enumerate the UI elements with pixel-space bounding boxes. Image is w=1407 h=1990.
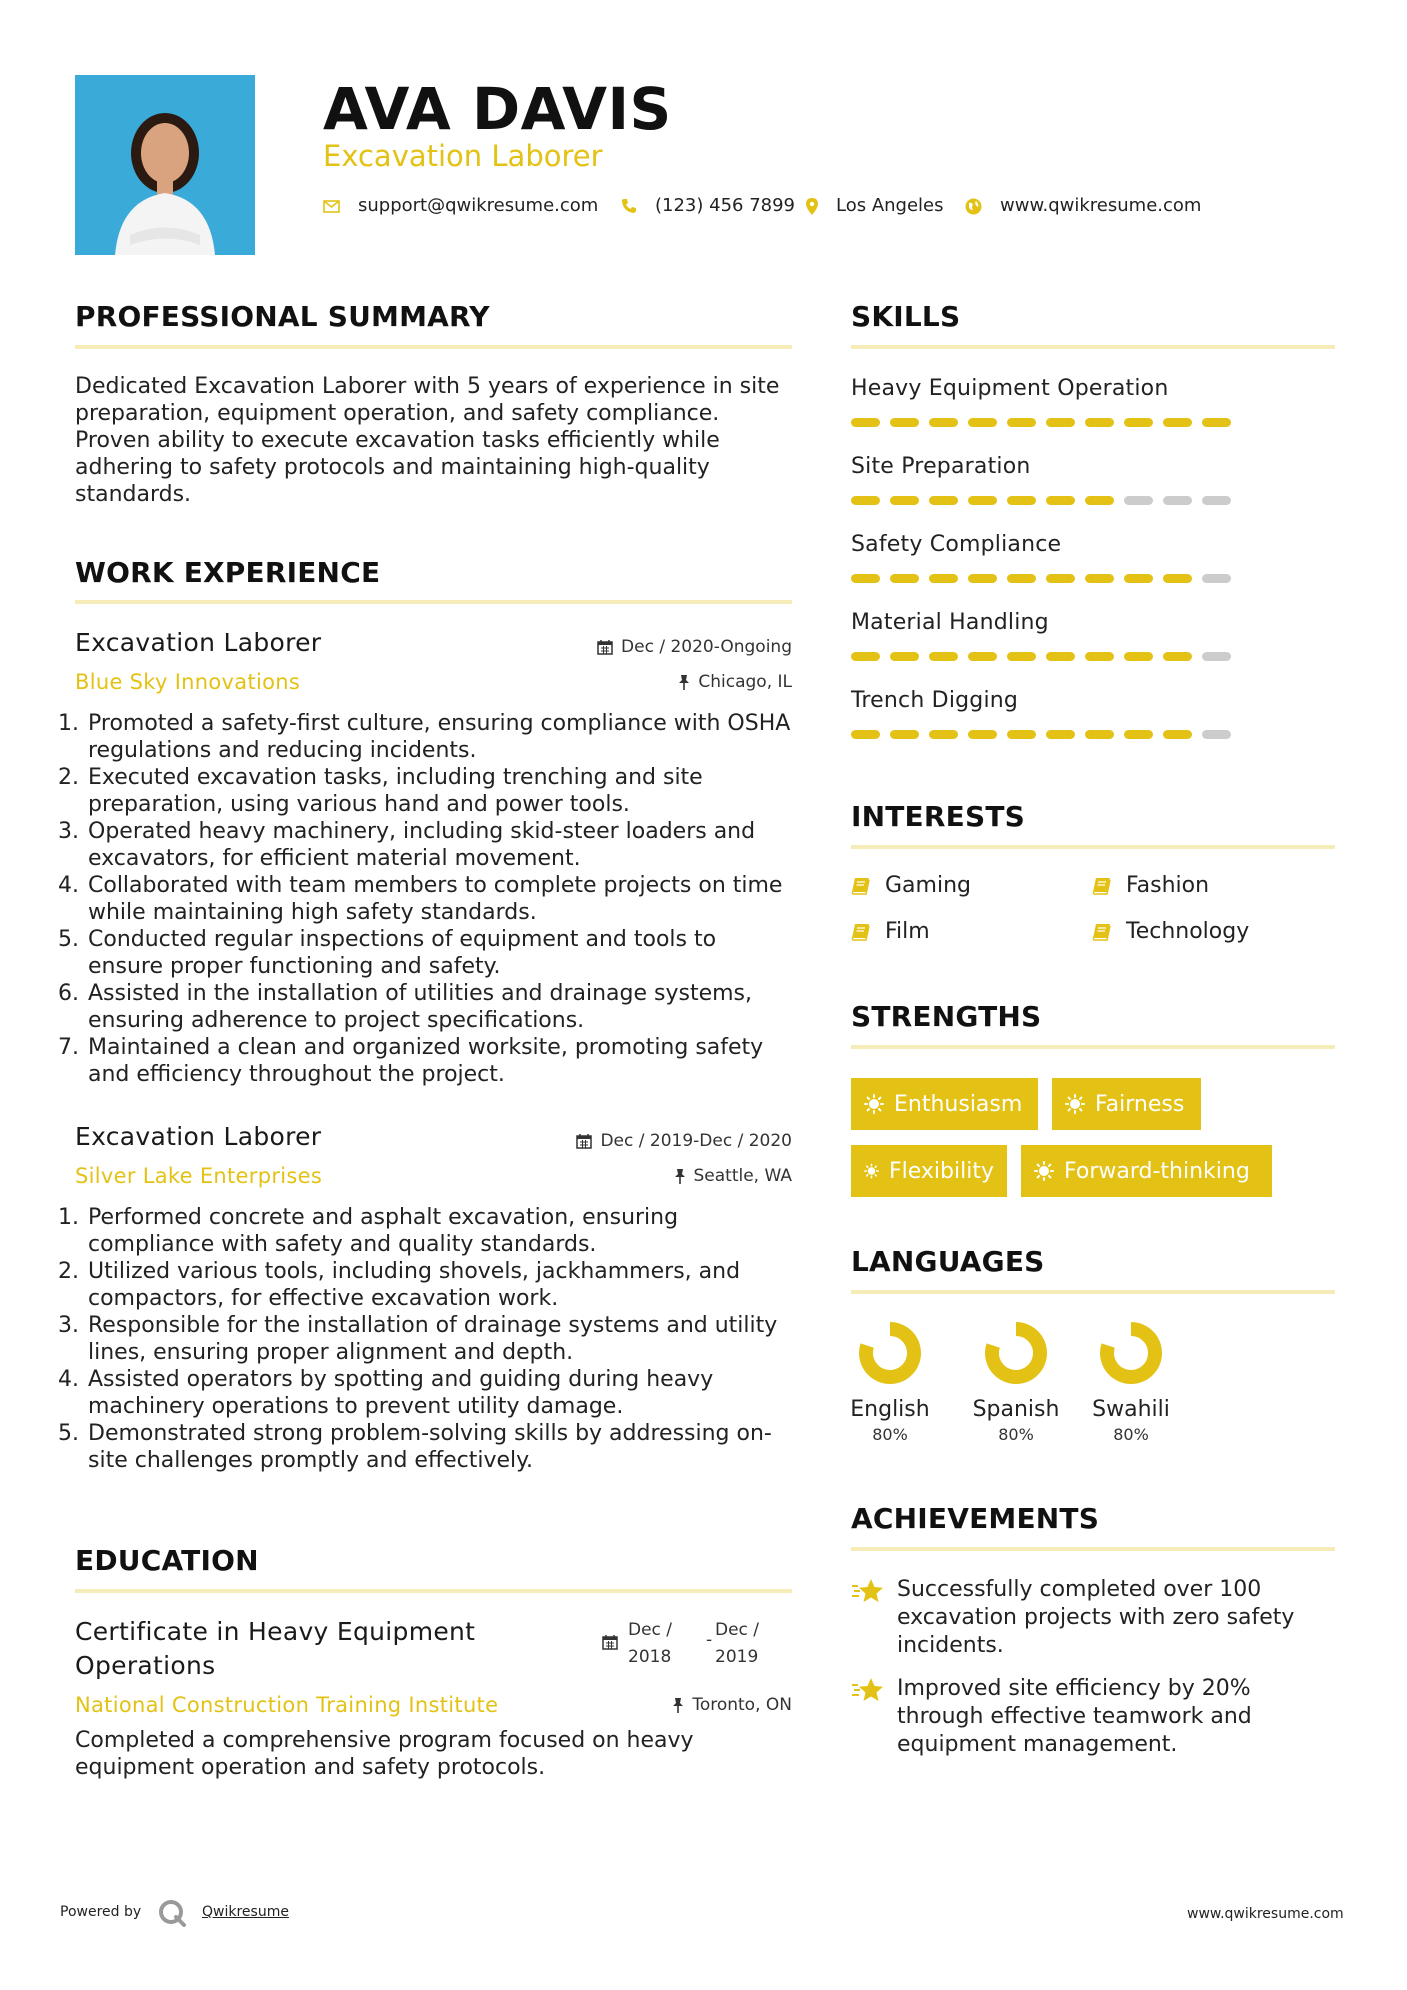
language-ring — [1096, 1318, 1166, 1388]
job-date-rest: 2019-Dec / 2020 — [649, 1131, 792, 1151]
location-text: Los Angeles — [836, 195, 944, 216]
profile-photo — [75, 75, 255, 255]
skill-dash-filled — [968, 652, 997, 661]
language-level: 80% — [872, 1425, 908, 1444]
book-icon — [851, 923, 871, 941]
qwikresume-logo-icon — [157, 1898, 187, 1928]
start-year: 2018 — [628, 1647, 672, 1667]
skill-dash-filled — [1124, 418, 1153, 427]
start-month: Dec / — [628, 1620, 673, 1640]
achievement-text: Improved site efficiency by 20% through effective teamwork and equipment management. — [897, 1676, 1252, 1757]
duty-item: 1. Promoted a safety-first culture, ensuring compliance with OSHA regulations and reducing incidents. — [86, 710, 794, 764]
qwikresume-link[interactable]: Qwikresume — [202, 1904, 289, 1920]
company-name: Blue Sky Innovations — [75, 670, 301, 694]
footer-website[interactable]: www.qwikresume.com — [1187, 1906, 1344, 1922]
star-icon — [851, 1578, 885, 1604]
job-title: Excavation Laborer — [75, 1122, 322, 1151]
achievement-item — [851, 1675, 1321, 1759]
book-icon — [851, 877, 871, 895]
job-date-rest: 2020-Ongoing — [670, 637, 792, 657]
skill-dash-filled — [1046, 652, 1075, 661]
end-year: 2019 — [715, 1647, 759, 1667]
duty-item: 3. Operated heavy machinery, including skid-steer loaders and excavators, for efficient material movement. — [86, 818, 794, 872]
interest-label: Technology — [1126, 919, 1250, 944]
skill-dash-filled — [1046, 730, 1075, 739]
education-start-date — [628, 1617, 672, 1671]
sun-icon — [1034, 1161, 1054, 1181]
skill-dash-filled — [1085, 730, 1114, 739]
contact-email[interactable] — [323, 193, 598, 219]
skill-label: Safety Compliance — [851, 532, 1062, 557]
calendar-icon — [597, 639, 613, 655]
skills-list — [851, 374, 1335, 764]
skill-dash-filled — [1124, 574, 1153, 583]
duty-item: 4. Assisted operators by spotting and guiding during heavy machinery operations to prevent utility damage. — [86, 1366, 794, 1420]
skill-level-meter — [851, 574, 1335, 583]
duty-item: 6. Assisted in the installation of utilities and drainage systems, ensuring adherence to project specifications. — [86, 980, 794, 1034]
skill-dash-filled — [1202, 418, 1231, 427]
strength-label: Flexibility — [889, 1158, 994, 1184]
phone-text: (123) 456 7899 — [655, 195, 796, 216]
skill-dash-empty — [1202, 730, 1231, 739]
date-separator: / — [653, 637, 671, 657]
duty-item: 5. Demonstrated strong problem-solving skills by addressing on-site challenges promptly and effectively. — [86, 1420, 794, 1474]
language-level: 80% — [998, 1425, 1034, 1444]
skill-dash-filled — [1046, 496, 1075, 505]
skill-dash-filled — [851, 730, 880, 739]
skill-level-meter — [851, 496, 1335, 505]
job-date-start: Dec — [600, 1131, 634, 1151]
education-divider — [75, 1589, 792, 1593]
skill-item — [851, 608, 1335, 686]
website-text: www.qwikresume.com — [1000, 195, 1202, 216]
education-location-text: Toronto, ON — [692, 1695, 792, 1715]
duty-item: 5. Conducted regular inspections of equipment and tools to ensure proper functioning and safety. — [86, 926, 794, 980]
skill-dash-filled — [1085, 496, 1114, 505]
skill-dash-filled — [1046, 418, 1075, 427]
skill-dash-filled — [929, 730, 958, 739]
strength-badge — [851, 1145, 1007, 1197]
skill-dash-filled — [968, 496, 997, 505]
skill-dash-filled — [1007, 730, 1036, 739]
interest-label: Gaming — [885, 873, 971, 898]
skill-label: Heavy Equipment Operation — [851, 376, 1169, 401]
skill-label: Material Handling — [851, 610, 1049, 635]
job-date-start: Dec — [621, 637, 654, 657]
achievements-heading: ACHIEVEMENTS — [851, 1502, 1100, 1535]
interests-divider — [851, 845, 1335, 849]
contact-phone[interactable] — [621, 193, 795, 219]
job-location-text: Seattle, WA — [693, 1166, 792, 1186]
skill-dash-filled — [851, 496, 880, 505]
strength-label: Forward-thinking — [1064, 1158, 1250, 1184]
skill-dash-filled — [1163, 574, 1192, 583]
skill-dash-filled — [851, 574, 880, 583]
globe-icon — [965, 198, 982, 215]
skill-dash-empty — [1163, 496, 1192, 505]
interest-label: Film — [885, 919, 930, 944]
sun-icon — [864, 1094, 884, 1114]
skill-dash-filled — [1163, 652, 1192, 661]
duty-item: 7. Maintained a clean and organized worksite, promoting safety and efficiency throughout the project. — [86, 1034, 794, 1088]
company-name: Silver Lake Enterprises — [75, 1164, 323, 1188]
language-ring-arc — [1107, 1329, 1155, 1377]
experience-divider — [75, 600, 792, 604]
language-name: Swahili — [1092, 1397, 1170, 1422]
strength-badge — [1021, 1145, 1272, 1197]
duty-item: 2. Utilized various tools, including shovels, jackhammers, and compactors, for effective excavation work. — [86, 1258, 794, 1312]
language-item — [845, 1318, 935, 1446]
achievements-divider — [851, 1547, 1335, 1551]
interest-label: Fashion — [1126, 873, 1210, 898]
language-ring-arc — [866, 1329, 914, 1377]
date-range-dash: - — [706, 1630, 713, 1650]
powered-by-label: Powered by — [60, 1904, 142, 1920]
book-icon — [1092, 923, 1112, 941]
skill-dash-filled — [890, 574, 919, 583]
degree-title: Certificate in Heavy Equipment Operations — [75, 1617, 476, 1680]
skill-dash-filled — [1046, 574, 1075, 583]
strength-label: Enthusiasm — [894, 1091, 1023, 1117]
book-icon — [1092, 877, 1112, 895]
skill-dash-filled — [1124, 730, 1153, 739]
education-end-date — [715, 1617, 759, 1671]
sun-icon — [864, 1161, 879, 1181]
strengths-heading: STRENGTHS — [851, 1000, 1042, 1033]
skill-item — [851, 452, 1335, 530]
job-duties — [67, 1204, 794, 1474]
duty-item: 2. Executed excavation tasks, including trenching and site preparation, using various hand and power tools. — [86, 764, 794, 818]
skill-dash-filled — [851, 418, 880, 427]
interest-item — [1092, 917, 1249, 947]
skill-dash-filled — [851, 652, 880, 661]
skill-dash-filled — [929, 574, 958, 583]
envelope-icon — [323, 200, 340, 213]
achievement-text: Successfully completed over 100 excavation projects with zero safety incidents. — [897, 1577, 1295, 1658]
skill-dash-filled — [968, 730, 997, 739]
pushpin-icon — [672, 1697, 684, 1713]
candidate-name: AVA DAVIS — [323, 75, 672, 143]
skills-divider — [851, 345, 1335, 349]
skill-label: Trench Digging — [851, 688, 1019, 713]
skill-level-meter — [851, 652, 1335, 661]
skill-item — [851, 374, 1335, 452]
email-text: support@qwikresume.com — [358, 195, 599, 216]
strength-badge — [1052, 1078, 1201, 1130]
star-icon — [851, 1677, 885, 1703]
contact-location — [806, 193, 944, 219]
interest-item — [1092, 871, 1209, 901]
skill-dash-filled — [1124, 652, 1153, 661]
portrait-image — [75, 75, 255, 255]
duty-item: 1. Performed concrete and asphalt excavation, ensuring compliance with safety and quality standards. — [86, 1204, 794, 1258]
language-item — [971, 1318, 1061, 1446]
duty-item: 4. Collaborated with team members to complete projects on time while maintaining high safety standards. — [86, 872, 794, 926]
job-location-text: Chicago, IL — [698, 672, 792, 692]
skill-item — [851, 686, 1335, 764]
skill-dash-filled — [1007, 496, 1036, 505]
skill-dash-filled — [1085, 652, 1114, 661]
language-name: English — [850, 1397, 930, 1422]
education-location — [520, 1693, 792, 1717]
language-name: Spanish — [972, 1397, 1060, 1422]
skill-dash-filled — [1163, 418, 1192, 427]
map-pin-icon — [806, 198, 818, 215]
school-name: National Construction Training Institute — [75, 1693, 499, 1717]
date-separator: / — [633, 1131, 650, 1151]
summary-divider — [75, 345, 792, 349]
education-heading: EDUCATION — [75, 1544, 259, 1577]
duty-item: 3. Responsible for the installation of drainage systems and utility lines, ensuring proper alignment and depth. — [86, 1312, 794, 1366]
calendar-icon — [602, 1634, 618, 1650]
skill-dash-filled — [929, 496, 958, 505]
skill-dash-filled — [890, 418, 919, 427]
achievement-item — [851, 1576, 1321, 1660]
skill-label: Site Preparation — [851, 454, 1031, 479]
job-duties — [67, 710, 794, 1088]
language-level: 80% — [1113, 1425, 1149, 1444]
skill-dash-filled — [1007, 418, 1036, 427]
interest-item — [851, 917, 930, 947]
skill-dash-filled — [1007, 574, 1036, 583]
job-location — [520, 670, 792, 694]
skill-level-meter — [851, 418, 1335, 427]
strengths-divider — [851, 1045, 1335, 1049]
end-month: Dec / — [715, 1620, 760, 1640]
skill-dash-filled — [890, 730, 919, 739]
candidate-role: Excavation Laborer — [323, 139, 603, 173]
skill-item — [851, 530, 1335, 608]
job-location — [520, 1164, 792, 1188]
skill-dash-filled — [1163, 730, 1192, 739]
calendar-icon — [576, 1133, 592, 1149]
skill-dash-empty — [1202, 574, 1231, 583]
education-description: Completed a comprehensive program focused on heavy equipment operation and safety protocols. — [75, 1728, 694, 1780]
strength-badge — [851, 1078, 1038, 1130]
contact-website[interactable] — [965, 193, 1201, 219]
sun-icon — [1065, 1094, 1085, 1114]
pushpin-icon — [674, 1168, 686, 1184]
skill-dash-filled — [890, 496, 919, 505]
skill-dash-filled — [890, 652, 919, 661]
skill-dash-filled — [1085, 574, 1114, 583]
skill-dash-filled — [1007, 652, 1036, 661]
phone-icon — [621, 198, 637, 214]
skill-dash-filled — [929, 652, 958, 661]
skill-dash-filled — [1085, 418, 1114, 427]
skill-dash-filled — [929, 418, 958, 427]
skill-level-meter — [851, 730, 1335, 739]
experience-heading: WORK EXPERIENCE — [75, 556, 381, 589]
job-dates — [500, 1129, 792, 1153]
pushpin-icon — [678, 674, 690, 690]
skill-dash-filled — [968, 574, 997, 583]
job-title: Excavation Laborer — [75, 628, 322, 657]
languages-divider — [851, 1290, 1335, 1294]
skill-dash-filled — [968, 418, 997, 427]
skill-dash-empty — [1202, 652, 1231, 661]
language-item — [1086, 1318, 1176, 1446]
interests-heading: INTERESTS — [851, 800, 1025, 833]
summary-heading: PROFESSIONAL SUMMARY — [75, 300, 490, 333]
language-ring — [855, 1318, 925, 1388]
skill-dash-empty — [1202, 496, 1231, 505]
summary-text: Dedicated Excavation Laborer with 5 years of experience in site preparation, equipment operation, and safety compliance. Proven ability to execute excavation tasks efficiently while adhering to safety protocols and maintaining high-quality standards. — [75, 374, 780, 507]
language-ring-arc — [992, 1329, 1040, 1377]
skills-heading: SKILLS — [851, 300, 961, 333]
job-dates — [520, 635, 792, 659]
languages-heading: LANGUAGES — [851, 1245, 1045, 1278]
strength-label: Fairness — [1095, 1091, 1185, 1117]
language-ring — [981, 1318, 1051, 1388]
interest-item — [851, 871, 971, 901]
skill-dash-empty — [1124, 496, 1153, 505]
